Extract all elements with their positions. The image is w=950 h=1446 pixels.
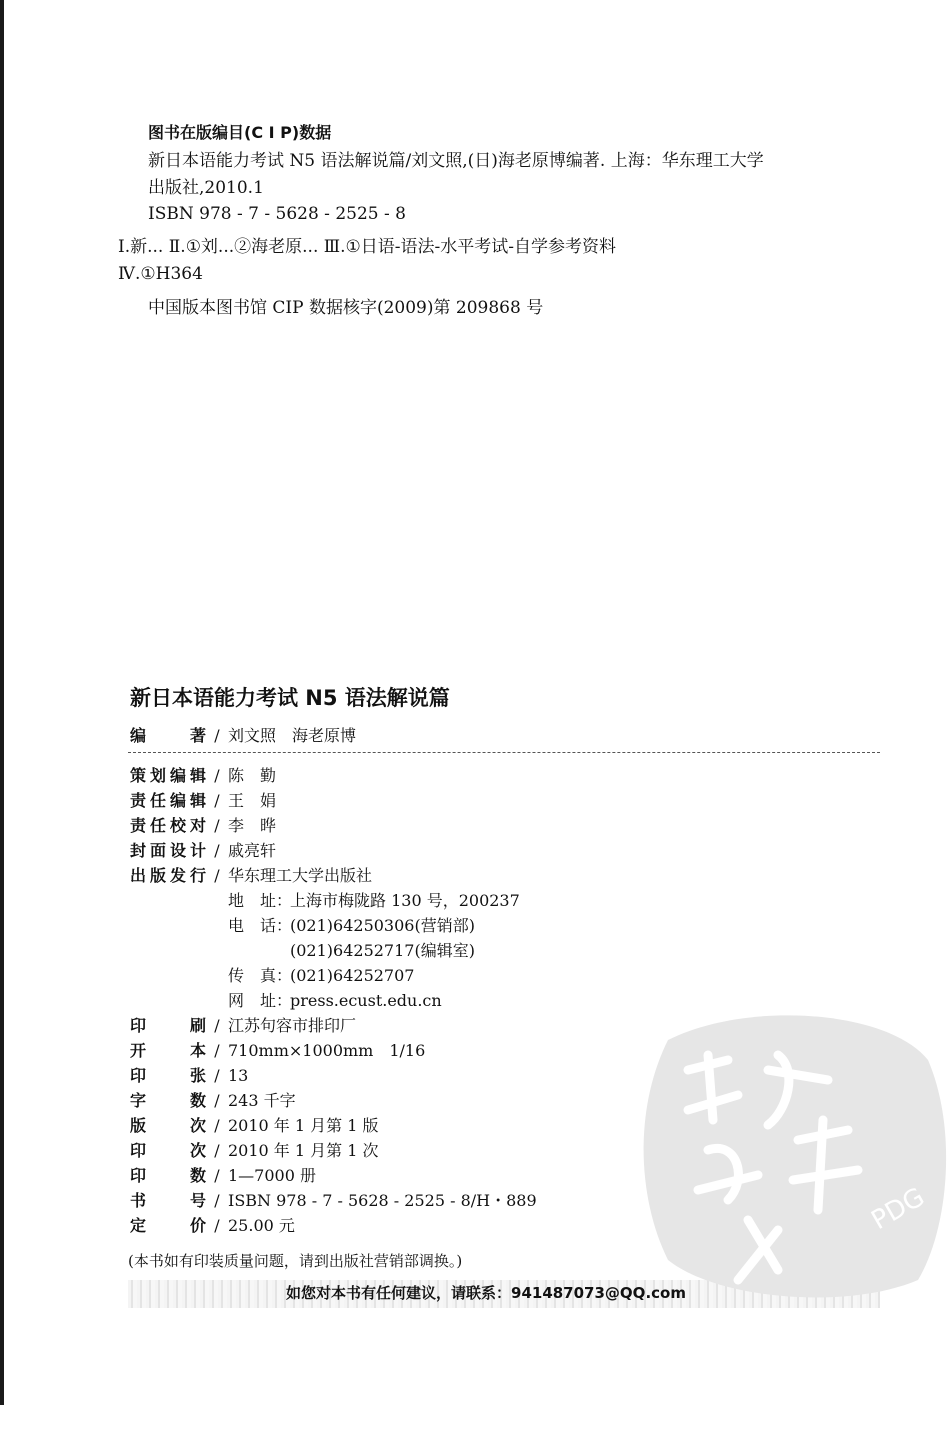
row-value: 陈 勤 [228,766,277,785]
row-value: 710mm×1000mm 1/16 [228,1041,426,1060]
colophon-row [130,724,356,748]
row-label: 策划编辑 [130,766,206,785]
row-value: 2010 年 1 月第 1 次 [228,1141,379,1160]
detail-label: 电 话： [228,916,293,935]
row-value: 戚亮轩 [228,841,277,860]
publisher-address [228,889,520,913]
detail-label: 网 址： [228,991,293,1010]
row-label: 开本 [130,1041,206,1060]
spec-row [130,1214,295,1238]
row-value: 243 千字 [228,1091,296,1110]
row-label: 版次 [130,1116,206,1135]
divider [128,752,880,753]
page-edge-border [0,0,4,1405]
row-value: 13 [228,1066,249,1085]
quality-note: (本书如有印装质量问题，请到出版社营销部调换。) [128,1252,463,1270]
separator: / [214,866,220,885]
detail-label: 地 址： [228,891,293,910]
row-value: 2010 年 1 月第 1 版 [228,1116,379,1135]
separator: / [214,1141,220,1160]
publisher-phone [228,914,475,938]
row-label: 责任校对 [130,816,206,835]
spec-row [130,1064,248,1088]
spec-row [130,1039,425,1063]
colophon-row [130,839,276,863]
detail-value: (021)64250306(营销部) [290,916,475,935]
colophon-row [130,764,276,788]
cip-classification: Ⅰ.新... Ⅱ.①刘...②海老原... Ⅲ.①日语-语法-水平考试-自学参考资料 [118,237,617,257]
publisher-website [228,989,442,1013]
separator: / [214,816,220,835]
spec-row [130,1189,537,1213]
book-title: 新日本语能力考试 N5 语法解说篇 [130,686,450,710]
row-value: 王 娟 [228,791,277,810]
row-label: 字数 [130,1091,206,1110]
row-value: 25.00 元 [228,1216,295,1235]
colophon-row [130,864,372,888]
row-label: 书号 [130,1191,206,1210]
cip-heading: 图书在版编目(C I P)数据 [148,123,332,142]
watermark-seal-icon [628,1000,950,1300]
row-label: 责任编辑 [130,791,206,810]
spec-row [130,1089,296,1113]
separator: / [214,726,220,745]
spec-row [130,1164,316,1188]
row-label: 出版发行 [130,866,206,885]
row-value: 1—7000 册 [228,1166,316,1185]
colophon-row [130,789,276,813]
cip-isbn: ISBN 978 - 7 - 5628 - 2525 - 8 [148,204,406,224]
separator: / [214,1166,220,1185]
row-label: 编著 [130,726,206,745]
row-value: 江苏句容市排印厂 [228,1016,357,1035]
row-value: 李 晔 [228,816,277,835]
spec-row [130,1014,356,1038]
separator: / [214,791,220,810]
spec-row [130,1114,379,1138]
separator: / [214,1066,220,1085]
separator: / [214,841,220,860]
publisher-fax [228,964,414,988]
cip-line: 新日本语能力考试 N5 语法解说篇/刘文照,(日)海老原博编著. 上海：华东理工大学 [148,151,764,171]
detail-value: 上海市梅陇路 130 号，200237 [290,891,520,910]
cip-verification: 中国版本图书馆 CIP 数据核字(2009)第 209868 号 [148,298,544,318]
colophon-row [130,814,276,838]
detail-value: (021)64252707 [290,966,415,985]
separator: / [214,1041,220,1060]
watermark-text: PDG [866,1182,930,1237]
spec-row [130,1139,379,1163]
row-label: 印张 [130,1066,206,1085]
row-label: 印次 [130,1141,206,1160]
cip-classification: Ⅳ.①H364 [118,264,203,284]
separator: / [214,1191,220,1210]
row-value: 刘文照 海老原博 [228,726,357,745]
contact-text: 如您对本书有任何建议，请联系：941487073@QQ.com [286,1284,686,1302]
separator: / [214,1216,220,1235]
detail-value: (021)64252717(编辑室) [290,941,475,960]
detail-label: 传 真： [228,966,293,985]
row-label: 印数 [130,1166,206,1185]
separator: / [214,766,220,785]
separator: / [214,1091,220,1110]
row-value: ISBN 978 - 7 - 5628 - 2525 - 8/H・889 [228,1191,537,1210]
row-label: 印刷 [130,1016,206,1035]
cip-line: 出版社,2010.1 [148,178,264,198]
separator: / [214,1116,220,1135]
separator: / [214,1016,220,1035]
row-label: 封面设计 [130,841,206,860]
row-value: 华东理工大学出版社 [228,866,373,885]
detail-value: press.ecust.edu.cn [290,991,442,1010]
publisher-phone [228,939,475,963]
row-label: 定价 [130,1216,206,1235]
